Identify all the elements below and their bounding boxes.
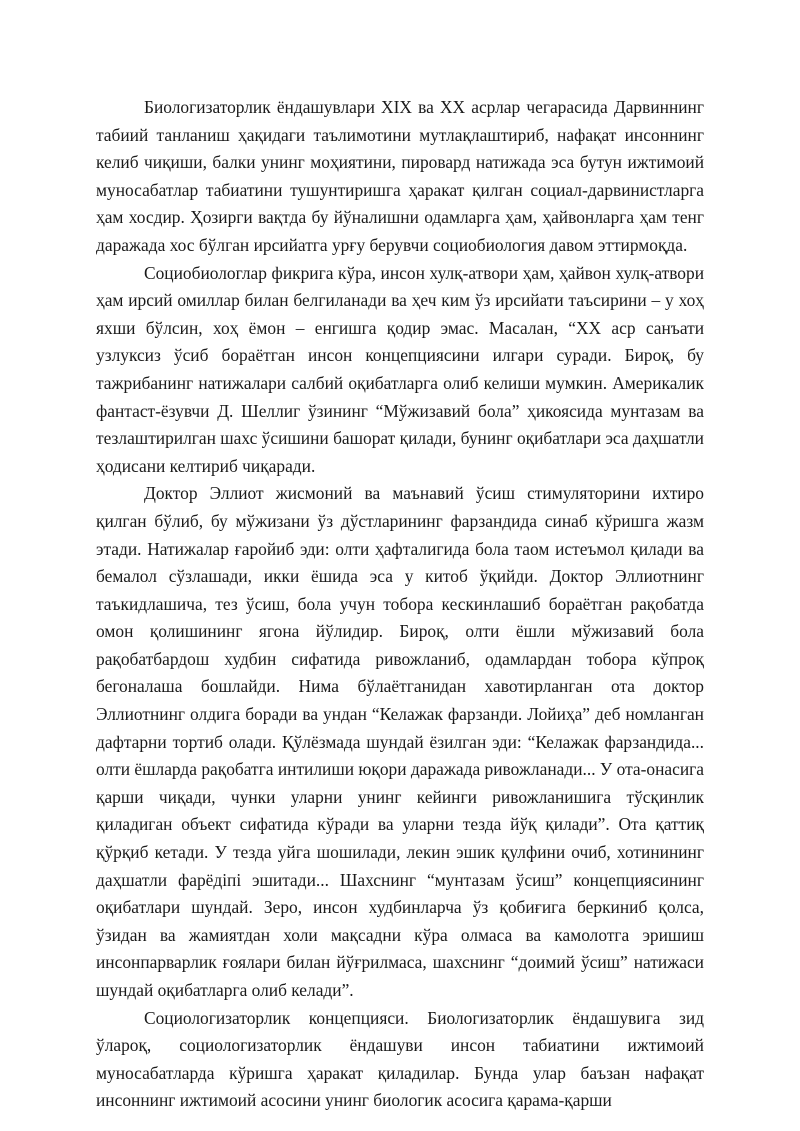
paragraph-biologization: Биологизаторлик ёндашувлари XIX ва XX асрлар чегарасида Дарвиннинг табиий танланиш ҳақидаги таълимотини мутлақлаштириб, нафақат инсоннинг келиб чиқиши, балки унинг моҳиятини, пировард натижада эса бутун ижтимоий муносабатлар табиатини тушунтиришга ҳаракат қилган социал-дарвинистларга ҳам хосдир. Ҳозирги вақтда бу йўналишни одамларга ҳам, ҳайвонларга ҳам тенг даражада хос бўлган ирсийатга урғу берувчи социобиология давом эттирмоқда. — [96, 97, 704, 255]
document-page — [96, 94, 704, 1115]
paragraph-doctor-elliot: Доктор Эллиот жисмоний ва маънавий ўсиш стимуляторини ихтиро қилган бўлиб, бу мўжизани ўз дўстларининг фарзандида синаб кўришга жазм этади. Натижалар ғаройиб эди: олти ҳафталигида бола таом истеъмол қилади ва бемалол сўзлашади, икки ёшида эса у китоб ўқийди. Доктор Эллиотнинг таъкидлашича, тез ўсиш, бола учун тобора кескинлашиб бораётган рақобатда омон қолишининг ягона йўлидир. Бироқ, олти ёшли мўжизавий бола рақобатбардош худбин сифатида ривожланиб, одамлардан тобора кўпроқ бегоналаша бошлайди. Нима бўлаётганидан хавотирланган ота доктор Эллиотнинг олдига боради ва ундан “Келажак фарзанди. Лойиҳа” деб номланган дафтарни тортиб олади. Қўлёзмада шундай ёзилган эди: “Келажак фарзандида... олти ёшларда рақобатга интилиши юқори даражада ривожланади... У ота-онасига қарши чиқади, чунки уларни унинг кейинги ривожланишига тўсқинлик қиладиган объект сифатида кўради ва уларни тезда йўқ қилади”. Ота қаттиқ қўрқиб кетади. У тезда уйга шошилади, лекин эшик қулфини очиб, хотинининг даҳшатли фарёдіпі эшитади... Шахснинг “мунтазам ўсиш” концепциясининг оқибатлари шундай. Зеро, инсон худбинларча ўз қобиғига беркиниб қолса, ўзидан ва жамиятдан холи мақсадни кўра олмаса ва камолотга эришиш инсонпарварлик ғоялари билан йўғрилмаса, шахснинг “доимий ўсиш” натижаси шундай оқибатларга олиб келади”. — [96, 483, 704, 1000]
paragraph-sociobiology: Социобиологлар фикрига кўра, инсон хулқ-атвори ҳам, ҳайвон хулқ-атвори ҳам ирсий омиллар билан белгиланади ва ҳеч ким ўз ирсийати таъсирини – у хоҳ яхши бўлсин, хоҳ ёмон – енгишга қодир эмас. Масалан, “XX аср санъати узлуксиз ўсиб бораётган инсон концепциясини илгари суради. Бироқ, бу тажрибанинг натижалари салбий оқибатларга олиб келиши мумкин. Америкалик фантаст-ёзувчи Д. Шеллиг ўзининг “Мўжизавий бола” ҳикоясида мунтазам ва тезлаштирилган шахс ўсишини башорат қилади, бунинг оқибатлари эса даҳшатли ҳодисани келтириб чиқаради. — [96, 262, 704, 476]
paragraph-sociologization: Социологизаторлик концепцияси. Биологизаторлик ёндашувига зид ўлароқ, социологизаторлик ёндашуви инсон табиатини ижтимоий муносабатларда кўришга ҳаракат қиладилар. Бунда улар баъзан нафақат инсоннинг ижтимоий асосини унинг биологик асосига қарама-қарши — [96, 1007, 704, 1111]
